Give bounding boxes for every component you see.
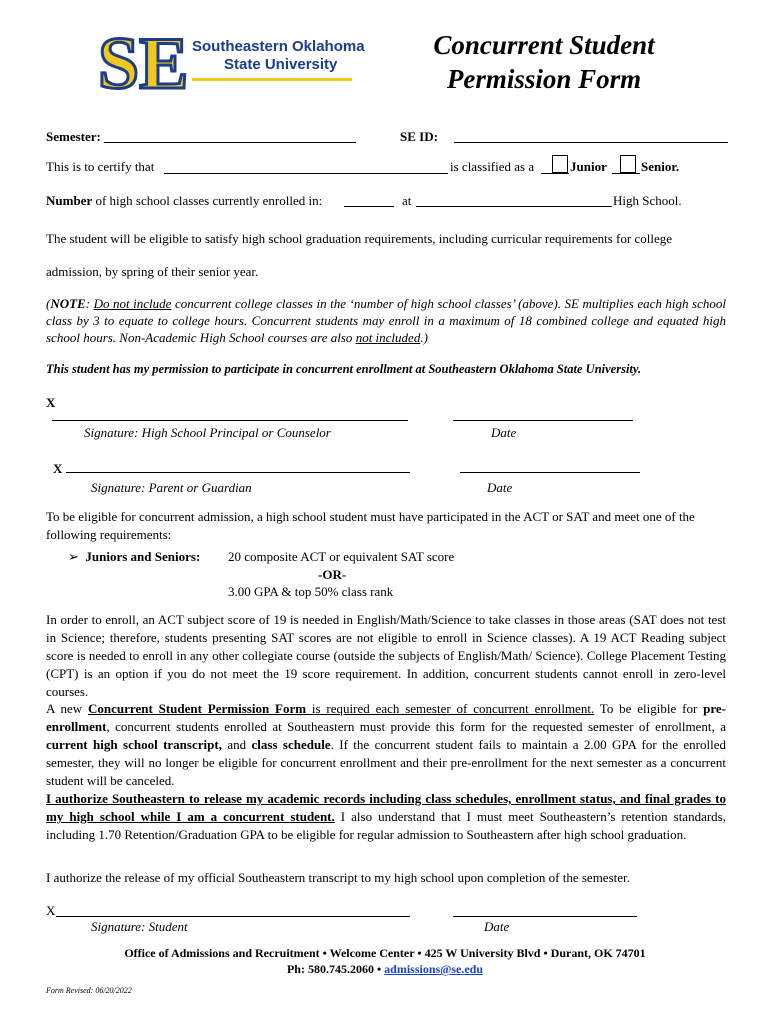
form-rest: . If the concurrent student fails to maintain a 2.00 GPA for the enrolled semester, they will no longer be eligible for concurrent enrollment and their pre-enrollment for the next semester as a concurrent student will be canceled. [46, 737, 726, 788]
number-rest: of high school classes currently enrolled in: [92, 193, 323, 208]
seid-label: SE ID: [400, 129, 438, 144]
eligibility-paragraph-cont: admission, by spring of their senior year. [46, 264, 259, 279]
footer-address: Office of Admissions and Recruitment • Welcome Center • 425 W University Blvd • Durant, OK 74701 [124, 946, 646, 960]
semester-label: Semester: [46, 129, 101, 144]
note-text: concurrent college classes in the ‘number of high school classes’ (above). SE multiplies each high school class by 3 to equate to college hours. Concurrent students may enroll in a maximum of 18 combined college and equated high school hours. Non-Academic High School courses are also [46, 296, 726, 345]
requirements-intro: To be eligible for concurrent admission, a high school student must have participated in the ACT or SAT and meet one of the following requirements: [46, 509, 695, 542]
parent-signature-caption: Signature: Parent or Guardian [91, 480, 252, 495]
form-transcript: current high school transcript, [46, 737, 222, 752]
note-not-included: not included [355, 330, 421, 345]
high-school-field[interactable] [416, 206, 612, 207]
arrow-bullet-icon: ➢ [68, 549, 79, 564]
classified-text: is classified as a [450, 159, 535, 174]
parent-date-caption: Date [487, 480, 513, 495]
form-provide: , concurrent students enrolled at Southeastern must provide this form for the requested semester of enrollment, a [106, 719, 726, 734]
footer-contact [0, 962, 770, 977]
note-open: ( [46, 296, 51, 311]
number-bold: Number [46, 193, 93, 208]
senior-checkbox[interactable] [620, 155, 636, 173]
junior-underline [541, 173, 569, 174]
requirement-option1: 20 composite ACT or equivalent SAT score [228, 549, 455, 564]
form-and: and [221, 737, 252, 752]
requirement-or: -OR- [318, 567, 347, 582]
authorize-bold: I authorize Southeastern to release my academic records including class schedules, enrollment status, and final grades to my high school while I am a concurrent student. [46, 791, 726, 824]
form-revised-date: Form Revised: 06/20/2022 [46, 986, 132, 995]
form-eligible: To be eligible for [594, 701, 704, 716]
seid-field[interactable] [454, 142, 728, 143]
form-title-line2: Permission Form [446, 64, 642, 94]
svg-text:SE: SE [98, 24, 188, 96]
form-a-new: A new [46, 701, 89, 716]
form-required: is required each semester of concurrent enrollment. [306, 701, 595, 716]
release-paragraph: I authorize the release of my official Southeastern transcript to my high school upon completion of the semester. [46, 870, 630, 885]
note-close: .) [420, 330, 428, 345]
parent-signature-field[interactable] [66, 472, 410, 473]
parent-x-mark: X [53, 461, 63, 476]
student-date-field[interactable] [453, 916, 637, 917]
principal-date-caption: Date [491, 425, 517, 440]
junior-label: Junior [570, 159, 607, 174]
authorize-rest: I also understand that I must meet Southeastern’s retention standards, including 1.70 Retention/Graduation GPA to be eligible for regular admission to Southeastern after high school graduation. [46, 809, 726, 842]
form-name: Concurrent Student Permission Form [88, 701, 307, 716]
admissions-email-link[interactable]: admissions@se.edu [384, 962, 484, 976]
parent-date-field[interactable] [460, 472, 640, 473]
principal-x-mark: X [46, 395, 56, 410]
footer-phone: Ph: 580.745.2060 • [286, 962, 385, 976]
form-pre-enrollment: pre-enrollment [46, 701, 726, 734]
se-monogram-icon [96, 24, 188, 96]
juniors-seniors-label: Juniors and Seniors: [85, 549, 201, 564]
semester-field[interactable] [104, 142, 356, 143]
note-do-not-include: Do not include [93, 296, 172, 311]
high-school-label: High School. [613, 193, 682, 208]
authorize-paragraph [46, 790, 726, 844]
at-label: at [402, 193, 412, 208]
class-count-field[interactable] [344, 206, 394, 207]
note-colon: : [85, 296, 94, 311]
form-requirement-paragraph [46, 700, 726, 790]
student-signature-field[interactable] [56, 916, 410, 917]
note-paragraph [46, 295, 726, 346]
university-name-line1: Southeastern Oklahoma [192, 38, 365, 55]
principal-signature-caption: Signature: High School Principal or Counselor [84, 425, 331, 440]
student-signature-caption: Signature: Student [91, 919, 188, 934]
university-logo [96, 24, 365, 96]
university-name-line2: State University [224, 56, 338, 73]
permission-statement: This student has my permission to participate in concurrent enrollment at Southeastern Oklahoma State University. [46, 362, 642, 376]
logo-gold-rule [192, 78, 352, 81]
eligibility-paragraph: The student will be eligible to satisfy high school graduation requirements, including curricular requirements for college [46, 231, 672, 246]
requirements-bullet [68, 548, 200, 566]
form-title-line1: Concurrent Student [433, 30, 655, 60]
principal-signature-field[interactable] [52, 420, 408, 421]
senior-underline [612, 173, 640, 174]
student-name-field[interactable] [164, 173, 448, 174]
requirement-option2: 3.00 GPA & top 50% class rank [228, 584, 394, 599]
senior-label: Senior. [641, 159, 680, 174]
junior-checkbox[interactable] [552, 155, 568, 173]
certify-prefix: This is to certify that [46, 159, 155, 174]
act-paragraph: In order to enroll, an ACT subject score of 19 is needed in English/Math/Science to take classes in those areas (SAT does not test in Science; therefore, students presenting SAT scores are not eligible to enroll in Science classes). A 19 ACT Reading subject score is needed to enroll in any other collegiate course (outside the subjects of English/Math/ Science). College Placement Testing (CPT) is an option if you do not meet the 19 score requirement. In addition, concurrent students cannot enroll in zero-level courses. [46, 612, 726, 699]
form-title [400, 28, 688, 96]
note-label: NOTE [50, 296, 86, 311]
number-classes-label [46, 192, 322, 210]
student-date-caption: Date [484, 919, 510, 934]
student-x-mark: X [46, 903, 56, 918]
form-schedule: class schedule [251, 737, 331, 752]
principal-date-field[interactable] [453, 420, 633, 421]
